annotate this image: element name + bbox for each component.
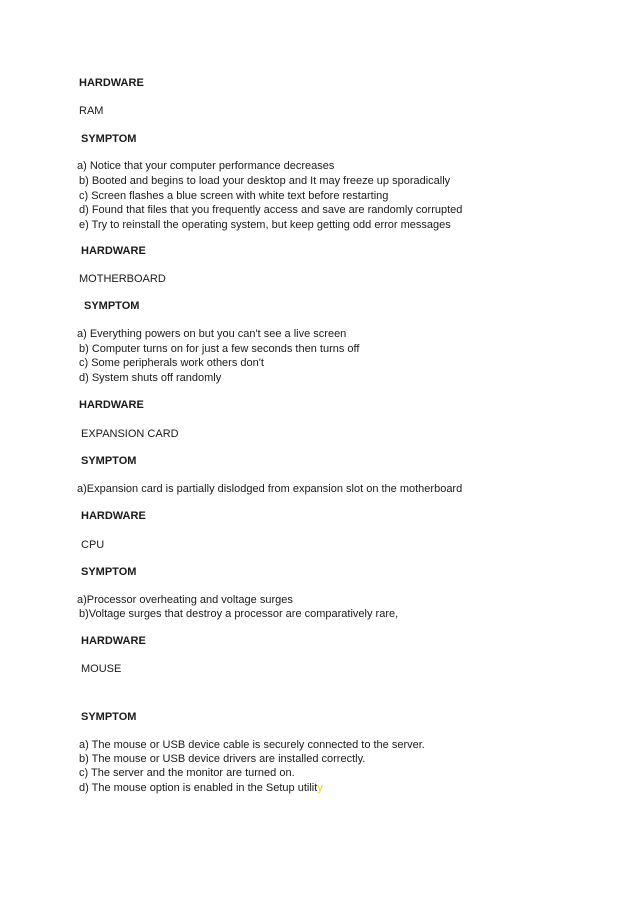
symptom-item: b) Booted and begins to load your desktop and It may freeze up sporadically <box>79 175 451 187</box>
symptom-item: a)Expansion card is partially dislodged from expansion slot on the motherboard <box>77 483 463 495</box>
hardware-label: HARDWARE <box>79 399 144 411</box>
symptom-item: a) The mouse or USB device cable is securely connected to the server. <box>79 739 425 751</box>
symptom-item: d) Found that files that you frequently access and save are randomly corrupted <box>79 204 463 216</box>
symptom-item: b)Voltage surges that destroy a processor are comparatively rare, <box>79 608 399 620</box>
symptom-item: a) Notice that your computer performance decreases <box>77 160 335 172</box>
symptom-item: e) Try to reinstall the operating system, but keep getting odd error messages <box>79 219 451 231</box>
symptom-item: b) The mouse or USB device drivers are installed correctly. <box>79 753 366 765</box>
hardware-name: RAM <box>79 105 104 117</box>
symptom-item: a) Everything powers on but you can't see a live screen <box>77 328 347 340</box>
hardware-label: HARDWARE <box>81 245 146 257</box>
symptom-label: SYMPTOM <box>81 711 137 723</box>
hardware-label: HARDWARE <box>79 77 144 89</box>
hardware-name: MOTHERBOARD <box>79 273 166 285</box>
hardware-name: MOUSE <box>81 663 122 675</box>
symptom-item: b) Computer turns on for just a few seconds then turns off <box>79 343 360 355</box>
symptom-item <box>79 781 323 795</box>
hardware-label: HARDWARE <box>81 635 146 647</box>
hardware-label: HARDWARE <box>81 510 146 522</box>
symptom-item: a)Processor overheating and voltage surges <box>77 594 293 606</box>
symptom-label: SYMPTOM <box>81 133 137 145</box>
symptom-item: d) System shuts off randomly <box>79 372 222 384</box>
symptom-label: SYMPTOM <box>84 300 140 312</box>
symptom-item-main: d) The mouse option is enabled in the Setup utilit <box>79 782 318 794</box>
symptom-item: c) Screen flashes a blue screen with white text before restarting <box>79 190 389 202</box>
hardware-name: CPU <box>81 539 105 551</box>
hardware-name: EXPANSION CARD <box>81 428 179 440</box>
symptom-label: SYMPTOM <box>81 455 137 467</box>
symptom-item: c) Some peripherals work others don't <box>79 357 264 369</box>
symptom-item: c) The server and the monitor are turned on. <box>79 767 295 779</box>
symptom-label: SYMPTOM <box>81 566 137 578</box>
symptom-item-highlight: y <box>317 782 323 794</box>
